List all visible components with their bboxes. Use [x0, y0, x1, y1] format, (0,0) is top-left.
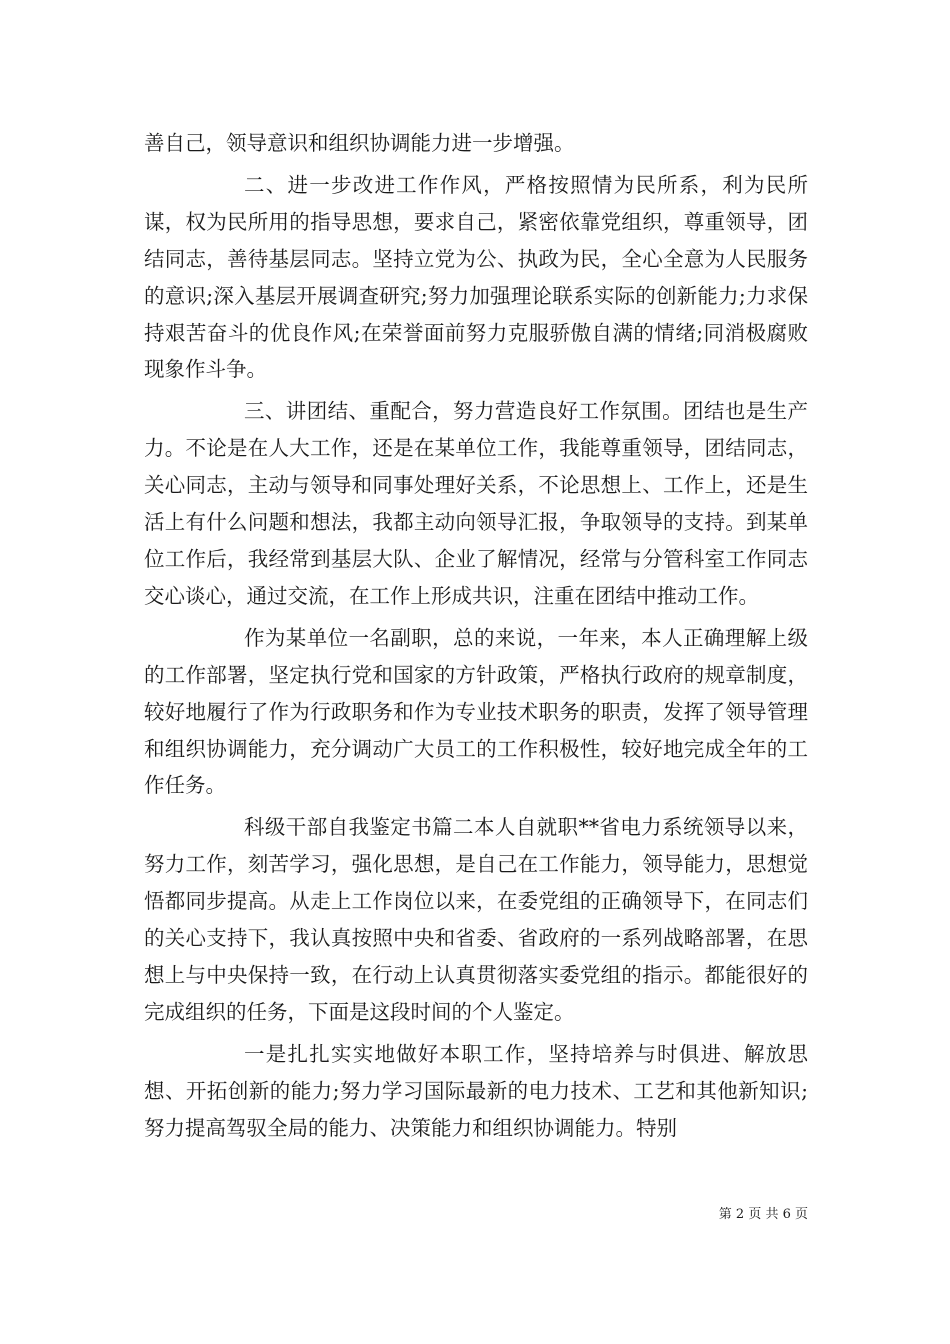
paragraph-point-one: 一是扎扎实实地做好本职工作，坚持培养与时俱进、解放思想、开拓创新的能力;努力学习国际最新的电力技术、工艺和其他新知识;努力提高驾驭全局的能力、决策能力和组织协调能力。特别 [144, 1041, 808, 1140]
paragraph-continuation: 善自己，领导意识和组织协调能力进一步增强。 [144, 131, 575, 155]
page-number-footer: 第 2 页 共 6 页 [718, 1207, 808, 1222]
paragraph-part-two-intro: 科级干部自我鉴定书篇二本人自就职**省电力系统领导以来，努力工作，刻苦学习，强化思想，是自己在工作能力，领导能力，思想觉悟都同步提高。从走上工作岗位以来，在委党组的正确领导下，在同志们的关心支持下，我认真按照中央和省委、省政府的一系列战略部署，在思想上与中央保持一致，在行动上认真贯彻落实委党组的指示。都能很好的完成组织的任务，下面是这段时间的个人鉴定。 [144, 815, 808, 1024]
paragraph-work-style: 二、进一步改进工作作风，严格按照情为民所系，利为民所谋，权为民所用的指导思想，要求自己，紧密依靠党组织，尊重领导，团结同志，善待基层同志。坚持立党为公、执政为民，全心全意为人民服务的意识;深入基层开展调查研究;努力加强理论联系实际的创新能力;力求保持艰苦奋斗的优良作风;在荣誉面前努力克服骄傲自满的情绪;同消极腐败现象作斗争。 [144, 172, 808, 382]
document-body [144, 125, 808, 1146]
paragraph-unity: 三、讲团结、重配合，努力营造良好工作氛围。团结也是生产力。不论是在人大工作，还是在某单位工作，我能尊重领导，团结同志，关心同志，主动与领导和同事处理好关系，不论思想上、工作上，还是生活上有什么问题和想法，我都主动向领导汇报，争取领导的支持。到某单位工作后，我经常到基层大队、企业了解情况，经常与分管科室工作同志交心谈心，通过交流，在工作上形成共识，注重在团结中推动工作。 [144, 399, 808, 608]
paragraph-summary: 作为某单位一名副职，总的来说，一年来，本人正确理解上级的工作部署，坚定执行党和国家的方针政策，严格执行政府的规章制度，较好地履行了作为行政职务和作为专业技术职务的职责，发挥了领导管理和组织协调能力，充分调动广大员工的工作积极性，较好地完成全年的工作任务。 [144, 625, 808, 798]
